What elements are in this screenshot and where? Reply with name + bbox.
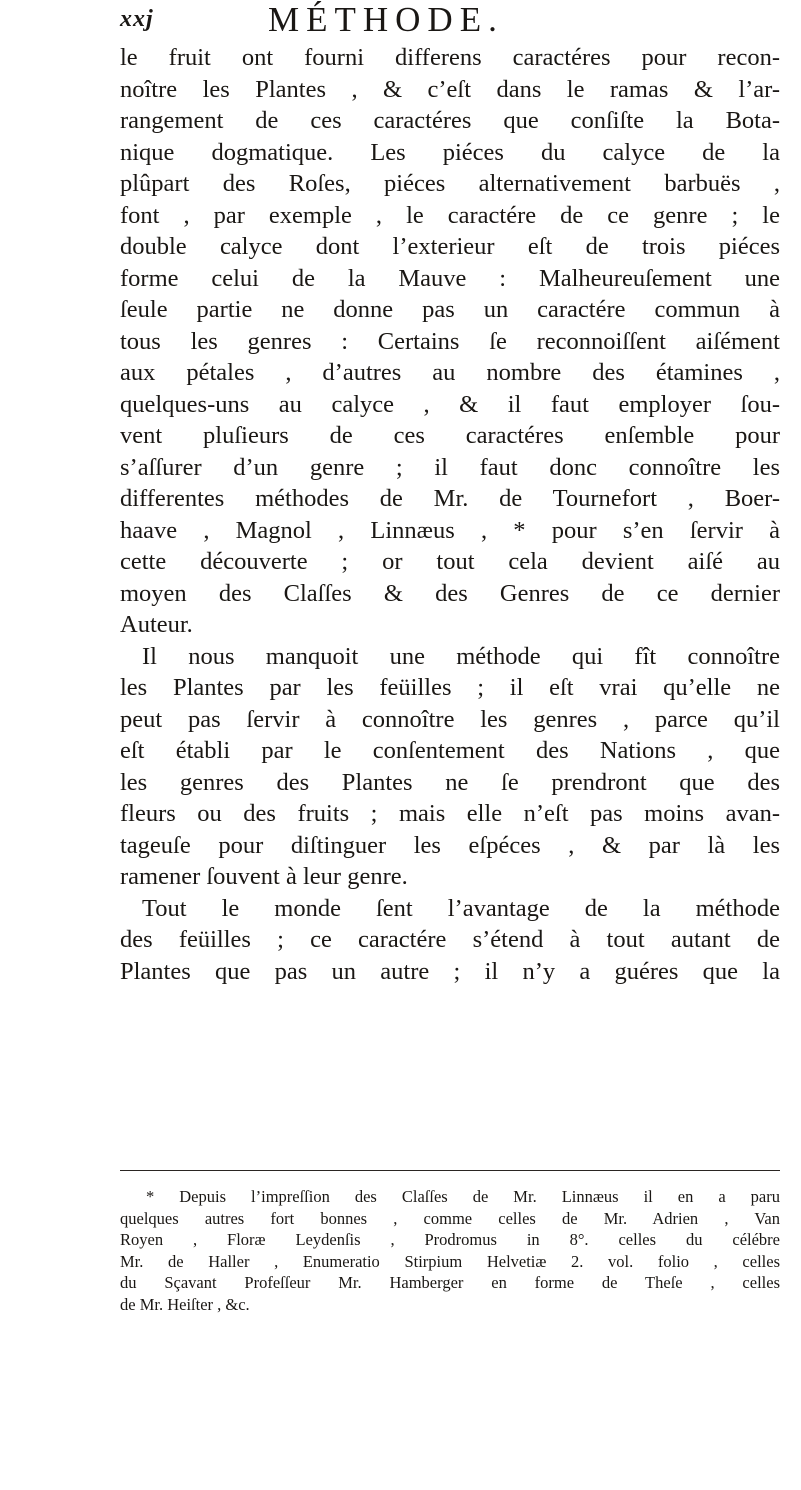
running-head: [120, 0, 780, 40]
text-line: vent pluſieurs de ces caractéres enſemble pour: [120, 422, 780, 449]
paragraph-end-line: ramener ſouvent à leur genre.: [120, 863, 408, 890]
text-line: rangement de ces caractéres que conſiſte la Bota-: [120, 107, 780, 134]
text-line: nique dogmatique. Les piéces du calyce de la: [120, 138, 780, 166]
text-line: haave , Magnol , Linnæus , * pour s’en ſervir à: [120, 516, 780, 544]
text-line: ſeule partie ne donne pas un caractére commun à: [120, 296, 780, 323]
paragraph-end-line: Auteur.: [120, 611, 193, 638]
running-title: MÉTHODE.: [268, 0, 504, 39]
text-line: des feüilles ; ce caractére s’étend à tout autant de: [120, 926, 780, 953]
page-folio: xxj: [120, 6, 154, 32]
footnote-line: quelques autres fort bonnes , comme celles de Mr. Adrien , Van: [120, 1208, 780, 1228]
text-line: fleurs ou des fruits ; mais elle n’eſt pas moins avan-: [120, 800, 780, 827]
footnote-line: de Mr. Heiſter , &c.: [120, 1294, 250, 1314]
text-line: les genres des Plantes ne ſe prendront que des: [120, 768, 780, 796]
text-line: aux pétales , d’autres au nombre des étamines ,: [120, 359, 780, 386]
text-line: noître les Plantes , & c’eſt dans le ramas & l’ar-: [120, 75, 780, 103]
text-line: moyen des Claſſes & des Genres de ce dernier: [120, 579, 780, 607]
text-line: peut pas ſervir à connoître les genres , parce qu’il: [120, 705, 780, 733]
paragraph-start-line: Tout le monde ſent l’avantage de la méthode: [142, 894, 780, 922]
text-line: font , par exemple , le caractére de ce genre ; le: [120, 201, 780, 229]
footnote-rule: [120, 1170, 780, 1171]
text-line: s’aſſurer d’un genre ; il faut donc connoître les: [120, 453, 780, 481]
footnote-line: Mr. de Haller , Enumeratio Stirpium Helvetiæ 2. vol. folio , celles: [120, 1251, 780, 1271]
text-line: double calyce dont l’exterieur eſt de trois piéces: [120, 233, 780, 260]
footnote: [120, 1186, 780, 1315]
text-line: forme celui de la Mauve : Malheureuſement une: [120, 264, 780, 292]
text-line: cette découverte ; or tout cela devient aiſé au: [120, 548, 780, 575]
footnote-line: Royen , Floræ Leydenſis , Prodromus in 8°. celles du célébre: [120, 1230, 780, 1249]
text-line: differentes méthodes de Mr. de Tournefort , Boer-: [120, 485, 780, 512]
text-line: Plantes que pas un autre ; il n’y a guéres que la: [120, 957, 780, 985]
text-line: eſt établi par le conſentement des Nations , que: [120, 737, 780, 764]
paragraph-start-line: Il nous manquoit une méthode qui fît connoître: [142, 642, 780, 670]
footnote-line: * Depuis l’impreſſion des Claſſes de Mr. Linnæus il en a paru: [146, 1187, 780, 1206]
footnote-line: du Sçavant Profeſſeur Mr. Hamberger en forme de Theſe , celles: [120, 1273, 780, 1292]
text-line: plûpart des Roſes, piéces alternativement barbuës ,: [120, 170, 780, 197]
text-line: quelques-uns au calyce , & il faut employer ſou-: [120, 390, 780, 418]
main-text: [120, 42, 780, 987]
text-line: les Plantes par les feüilles ; il eſt vrai qu’elle ne: [120, 674, 780, 701]
text-line: tageuſe pour diſtinguer les eſpéces , & par là les: [120, 831, 780, 859]
text-line: le fruit ont fourni differens caractéres pour recon-: [120, 44, 780, 71]
text-line: tous les genres : Certains ſe reconnoiſſent aiſément: [120, 327, 780, 355]
